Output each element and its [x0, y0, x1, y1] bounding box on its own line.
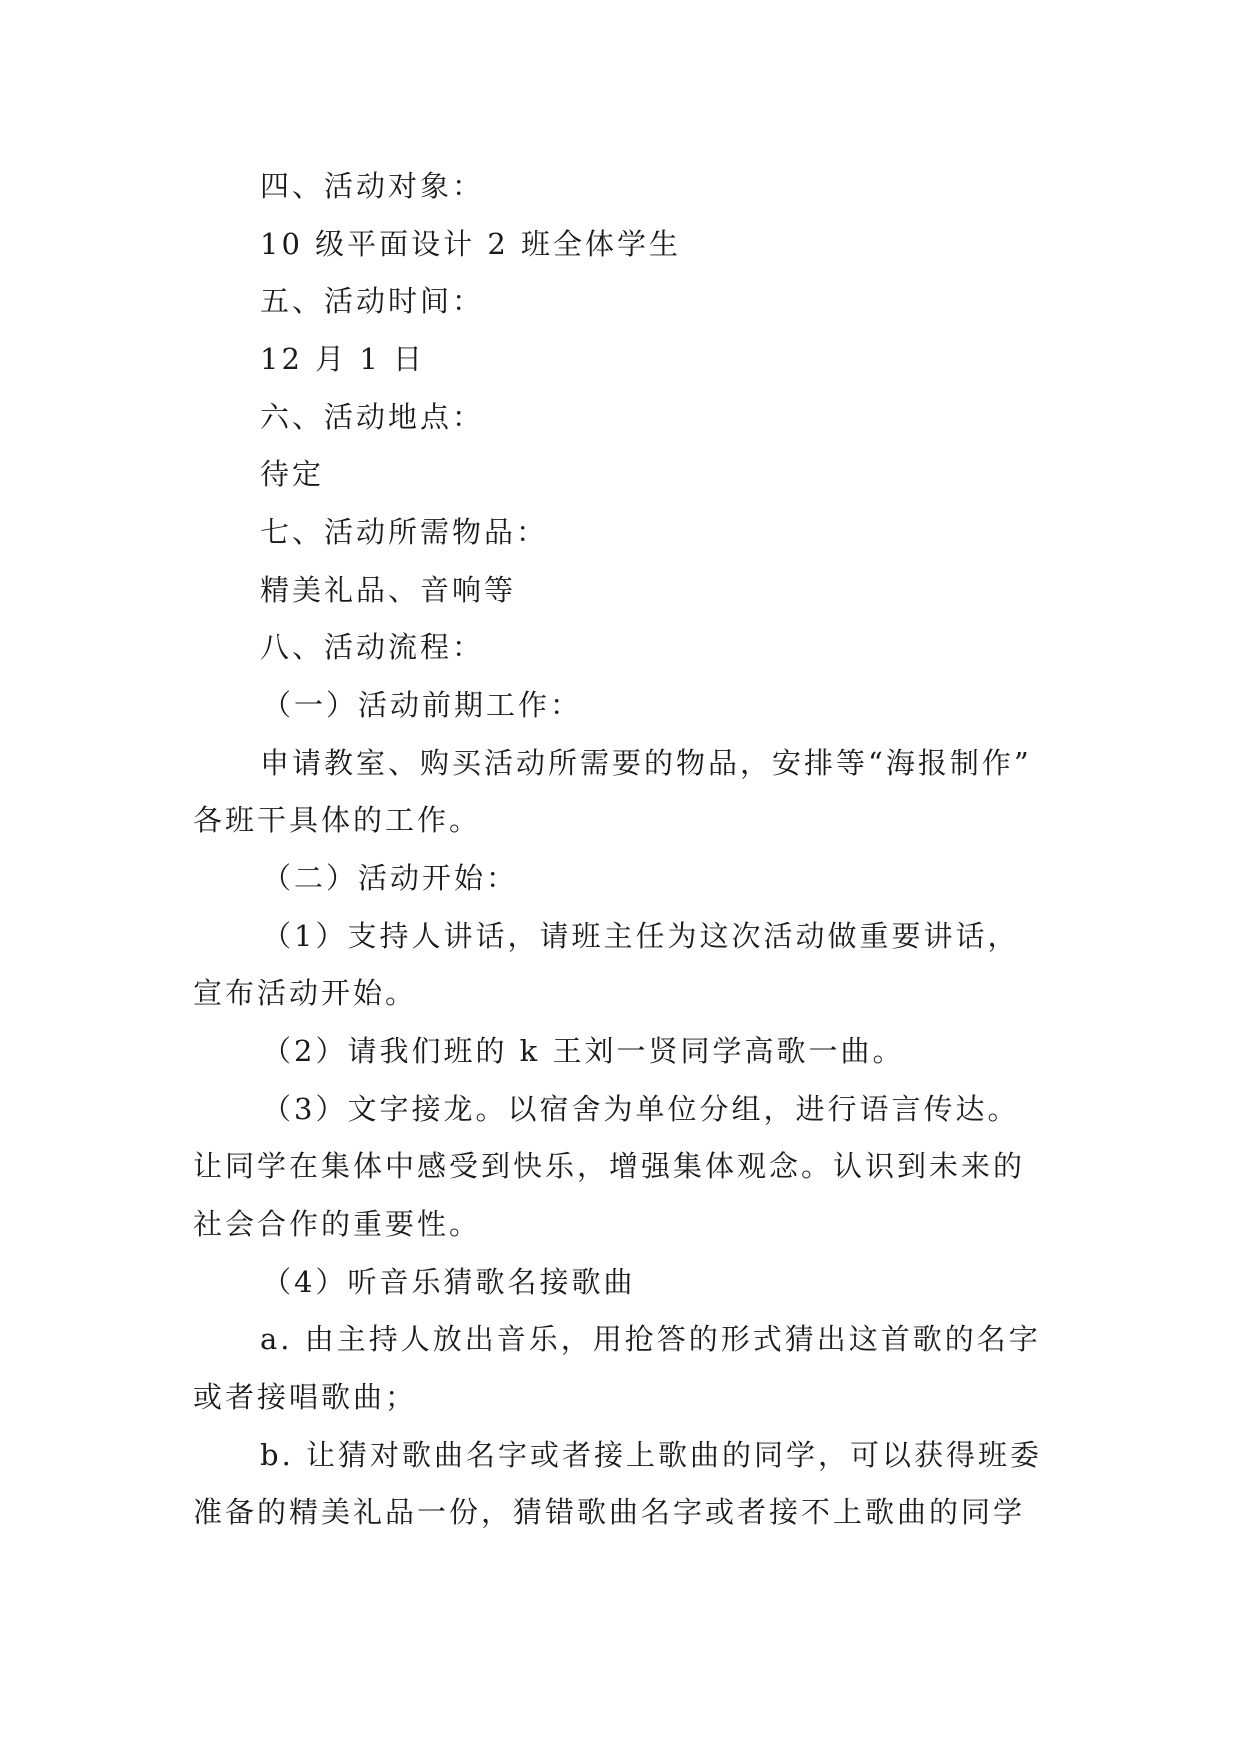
location-text: 待定 — [260, 457, 325, 491]
paragraph-line: 宣布活动开始。 — [193, 976, 418, 1010]
section-heading-audience: 四、活动对象： — [260, 169, 485, 203]
paragraph-line: （3）文字接龙。以宿舍为单位分组，进行语言传达。 — [262, 1092, 1020, 1126]
paragraph-line: 或者接唱歌曲； — [193, 1380, 418, 1414]
paragraph-line: 申请教室、购买活动所需要的物品，安排等“海报制作” — [260, 746, 1032, 780]
time-text: 12 月 1 日 — [260, 342, 426, 376]
audience-text: 10 级平面设计 2 班全体学生 — [260, 227, 682, 261]
section-heading-supplies: 七、活动所需物品： — [260, 515, 549, 549]
subheading-preparation: （一）活动前期工作： — [262, 688, 583, 722]
paragraph-line: 社会合作的重要性。 — [193, 1207, 482, 1241]
paragraph-line: 准备的精美礼品一份，猜错歌曲名字或者接不上歌曲的同学 — [193, 1495, 1026, 1529]
paragraph-line: （1）支持人讲话，请班主任为这次活动做重要讲话， — [262, 919, 1020, 953]
section-heading-process: 八、活动流程： — [260, 630, 485, 664]
paragraph-line: （2）请我们班的 k 王刘一贤同学高歌一曲。 — [262, 1034, 905, 1068]
supplies-text: 精美礼品、音响等 — [260, 573, 517, 607]
section-heading-time: 五、活动时间： — [260, 284, 485, 318]
paragraph-line: a. 由主持人放出音乐，用抢答的形式猜出这首歌的名字 — [260, 1322, 1041, 1356]
subheading-start: （二）活动开始： — [262, 861, 519, 895]
paragraph-line: （4）听音乐猜歌名接歌曲 — [262, 1265, 636, 1299]
section-heading-location: 六、活动地点： — [260, 400, 485, 434]
paragraph-line: 各班干具体的工作。 — [193, 803, 482, 837]
paragraph-line: b. 让猜对歌曲名字或者接上歌曲的同学，可以获得班委 — [260, 1438, 1043, 1472]
paragraph-line: 让同学在集体中感受到快乐，增强集体观念。认识到未来的 — [193, 1149, 1026, 1183]
